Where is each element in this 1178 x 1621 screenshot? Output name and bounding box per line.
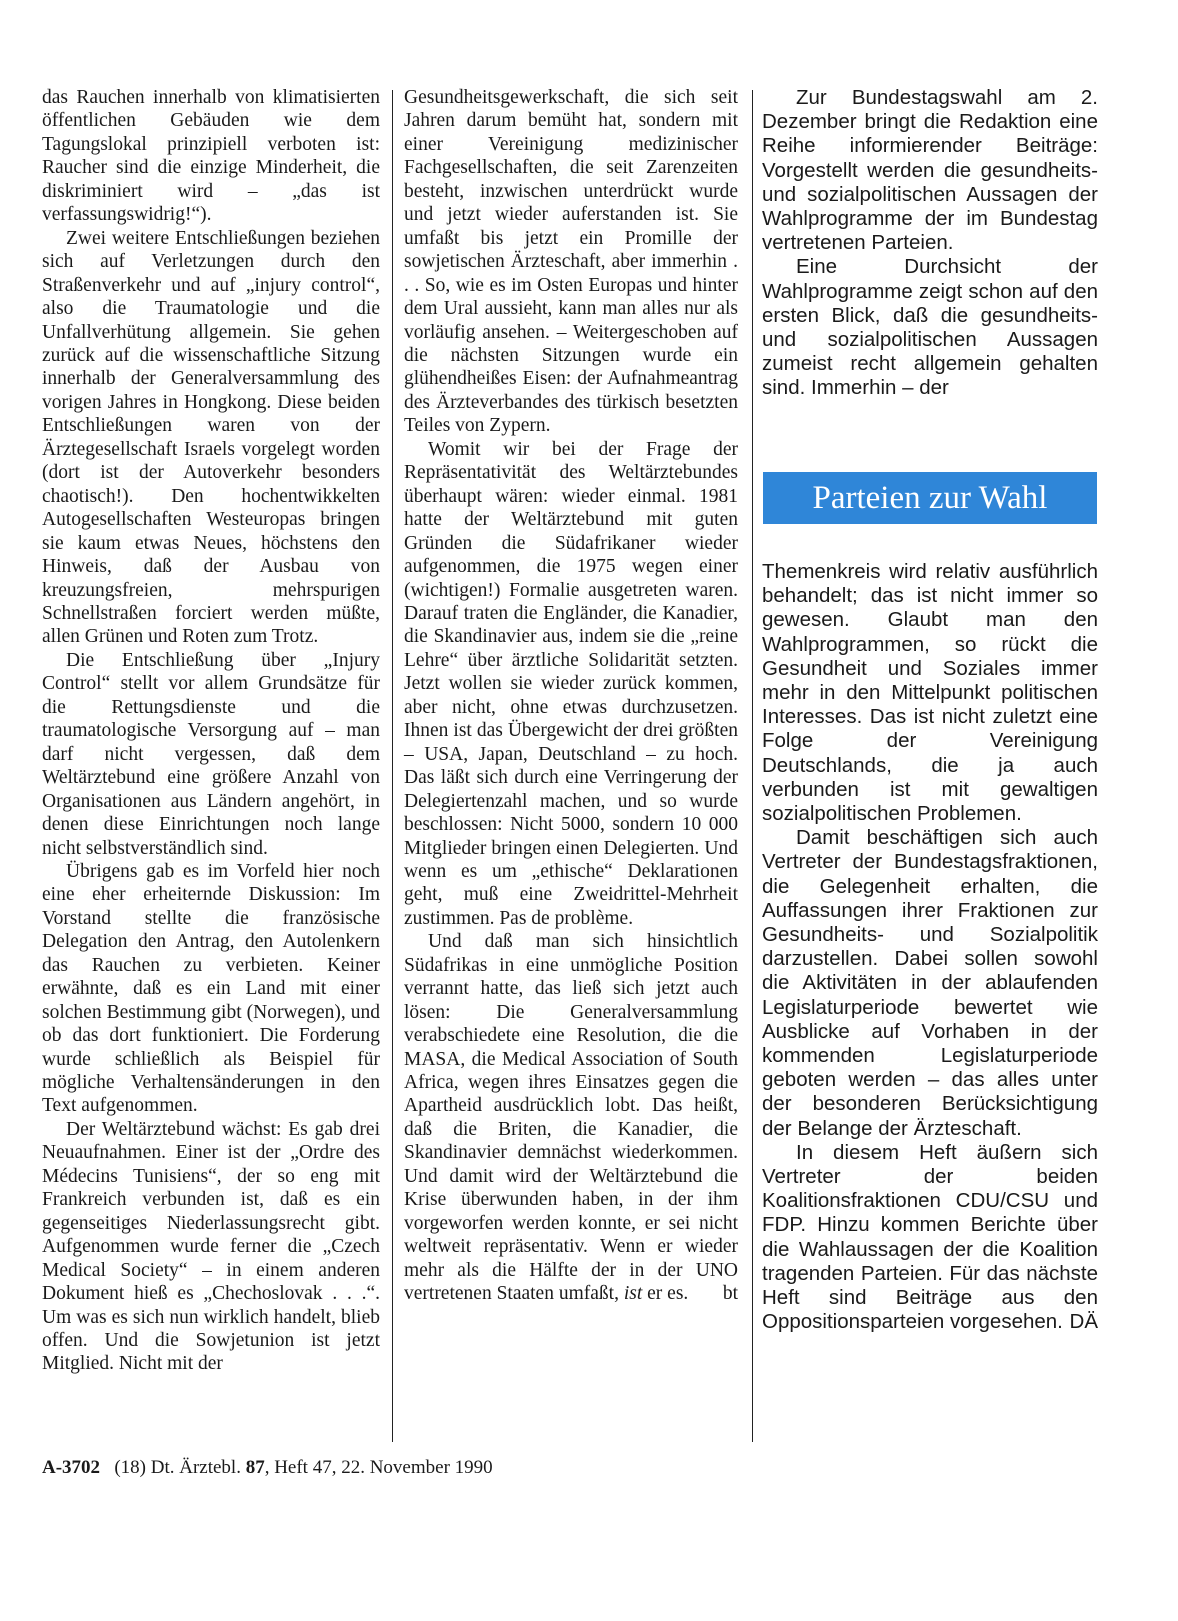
paragraph: Damit beschäftigen sich auch Vertreter der Bundestagsfraktionen, die Gelegenheit erhalten, die Auffassungen ihrer Fraktionen zur Gesundheits- und Sozialpolitik darzustellen. Dabei sollen sowohl die Aktivitäten in der ablaufenden Legislaturperiode bewertet wie Ausblicke auf Vorhaben in der kommenden Legislaturperiode geboten werden – das alles unter der besonderen Berücksichtigung der Belange der Ärzteschaft. bbox=[762, 826, 1098, 1140]
article-column-2 bbox=[404, 86, 738, 1306]
paragraph-tail: er es. bbox=[642, 1283, 689, 1305]
section-banner: Parteien zur Wahl bbox=[763, 472, 1097, 524]
sidebar-body bbox=[762, 560, 1098, 1335]
page-code: A-3702 bbox=[42, 1457, 101, 1478]
paragraph: das Rauchen innerhalb von klimatisierten öffentlichen Gebäuden wie dem Tagungslokal prinzipiell verboten ist: Raucher sind die einzige Minderheit, die diskriminiert wird – „das ist verfassungswidrig!“). bbox=[42, 87, 380, 226]
paragraph: Die Entschließung über „Injury Control“ stellt vor allem Grundsätze für die Rettungsdienste und die traumatologische Versorgung auf – man darf nicht vergessen, daß dem Weltärztebund eine größere Anzahl von Organisationen aus Ländern angehört, in denen diese Einrichtungen noch lange nicht selbstverständlich sind. bbox=[42, 649, 380, 859]
page-footer bbox=[42, 1456, 493, 1480]
issue-date: , Heft 47, 22. November 1990 bbox=[264, 1457, 493, 1478]
sidebar-intro bbox=[762, 86, 1098, 401]
paragraph: Der Weltärztebund wächst: Es gab drei Neuaufnahmen. Einer ist der „Ordre des Médecins Tunisiens“, der so eng mit Frankreich verbunden ist, daß es ein gegenseitiges Niederlassungsrecht gibt. Aufgenommen wurde ferner die „Czech Medical Society“ – in einem anderen Dokument hieß es „Chechoslovak . . .“. Um was es sich nun wirklich handelt, blieb offen. Und die Sowjetunion ist jetzt Mitglied. Nicht mit der bbox=[42, 1118, 380, 1375]
paragraph: Übrigens gab es im Vorfeld hier noch eine eher erheiternde Diskussion: Im Vorstand stellte die französische Delegation den Antrag, den Autolenkern das Rauchen zu verbieten. Keiner erwähnte, daß es ein Land mit einer solchen Bestimmung gibt (Norwegen), und ob das dort funktioniert. Die Forderung wurde schließlich als Beispiel für mögliche Verhaltensänderungen in den Text aufgenommen. bbox=[42, 860, 380, 1117]
paragraph: Gesundheitsgewerkschaft, die sich seit Jahren darum bemüht hat, sondern mit einer Vereinigung medizinischer Fachgesellschaften, die seit Zarenzeiten besteht, inzwischen unterdrückt wurde und jetzt wieder auferstanden ist. Sie umfaßt bis jetzt ein Promille der sowjetischen Ärzteschaft, aber immerhin . . . So, wie es im Osten Europas und hinter dem Ural aussieht, kann man alles nur als vorläufig ansehen. – Weitergeschoben auf die nächsten Sitzungen wurde ein glühendheißes Eisen: der Aufnahmeantrag des Ärzteverbandes des türkisch besetzten Teiles von Zypern. bbox=[404, 87, 738, 437]
paragraph: Themenkreis wird relativ ausführlich behandelt; das ist nicht immer so gewesen. Glaubt man den Wahlprogrammen, so rückt die Gesundheit und Soziales immer mehr in den Mittelpunkt politischen Interesses. Das ist nicht zuletzt eine Folge der Vereinigung Deutschlands, die ja auch verbunden ist mit gewaltigen sozialpolitischen Problemen. bbox=[762, 560, 1098, 826]
paragraph-text: In diesem Heft äußern sich Vertreter der beiden Koalitionsfraktionen CDU/CSU und FDP. Hinzu kommen Berichte über die Wahlaussagen der die Koalition tragenden Parteien. Für das nächste Heft sind Beiträge aus den Oppositionsparteien vorgesehen. bbox=[762, 1140, 1098, 1334]
paragraph-last bbox=[762, 1141, 1098, 1335]
journal-ref: (18) Dt. Ärztebl. bbox=[114, 1457, 241, 1478]
volume: 87 bbox=[245, 1457, 265, 1478]
author-signature: bt bbox=[722, 1283, 738, 1305]
paragraph: Zur Bundestagswahl am 2. Dezember bringt die Redaktion eine Reihe informierender Beiträge: Vorgestellt werden die gesundheits- und sozialpolitischen Aussagen der Wahlprogramme der im Bundestag vertretenen Parteien. bbox=[762, 86, 1098, 255]
column-divider bbox=[392, 90, 393, 1442]
paragraph: Zwei weitere Entschließungen beziehen sich auf Verletzungen durch den Straßenverkehr und auf „injury control“, also die Traumatologie und die Unfallverhütung allgemein. Sie gehen zurück auf die wissenschaftliche Sitzung innerhalb der Generalversammlung des vorigen Jahres in Hongkong. Diese beiden Entschließungen waren von der Ärztegesellschaft Israels vorgelegt worden (dort ist der Autoverkehr besonders chaotisch!). Den hochentwikkelten Autogesellschaften Westeuropas bringen sie kaum etwas Neues, höchstens den Hinweis, daß der Ausbau von kreuzungsfreien, mehrspurigen Schnellstraßen forciert werden müßte, allen Grünen und Roten zum Trotz. bbox=[42, 227, 380, 648]
editor-signature: DÄ bbox=[1069, 1310, 1098, 1334]
paragraph: Womit wir bei der Frage der Repräsentativität des Weltärztebundes überhaupt wären: wieder einmal. 1981 hatte der Weltärztebund mit guten Gründen die Südafrikaner wieder aufgenommen, die 1975 wegen einer (wichtigen!) Formalie ausgetreten waren. Darauf traten die Engländer, die Kanadier, die Skandinavier aus, indem sie die „reine Lehre“ über ärztliche Solidarität setzten. Jetzt wollen sie wieder zurück kommen, aber nicht, ohne etwas durchzusetzen. Ihnen ist das Übergewicht der drei größten – USA, Japan, Deutschland – zu hoch. Das läßt sich durch eine Verringerung der Delegiertenzahl machen, und so wurde beschlossen: Nicht 5000, sondern 10 000 Mitglieder bringen einen Delegierten. Und wenn es um „ethische“ Deklarationen geht, muß eine Zweidrittel-Mehrheit zustimmen. Pas de problème. bbox=[404, 438, 738, 929]
paragraph-last bbox=[404, 930, 738, 1305]
italic-word: ist bbox=[623, 1283, 643, 1305]
column-divider bbox=[752, 90, 753, 1442]
article-column-1 bbox=[42, 86, 380, 1376]
paragraph-text: Und daß man sich hinsichtlich Südafrikas in eine unmögliche Position verrannt hatte, das ließ sich jetzt auch lösen: Die Generalversammlung verabschiedete eine Resolution, die die MASA, die Medical Association of South Africa, wegen ihres Einsatzes gegen die Apartheid ausdrücklich lobt. Das heißt, daß die Briten, die Kanadier, die Skandinavier demnächst wiederkommen. Und damit wird der Weltärztebund die Krise überwunden haben, in der ihm vorgeworfen werden konnte, er sei nicht weltweit repräsentativ. Wenn er wieder mehr als die Hälfte der in der UNO vertretenen Staaten umfaßt, bbox=[404, 931, 738, 1305]
paragraph: Eine Durchsicht der Wahlprogramme zeigt schon auf den ersten Blick, daß die gesundheits- und sozialpolitischen Aussagen zumeist recht allgemein gehalten sind. Immerhin – der bbox=[762, 255, 1098, 400]
